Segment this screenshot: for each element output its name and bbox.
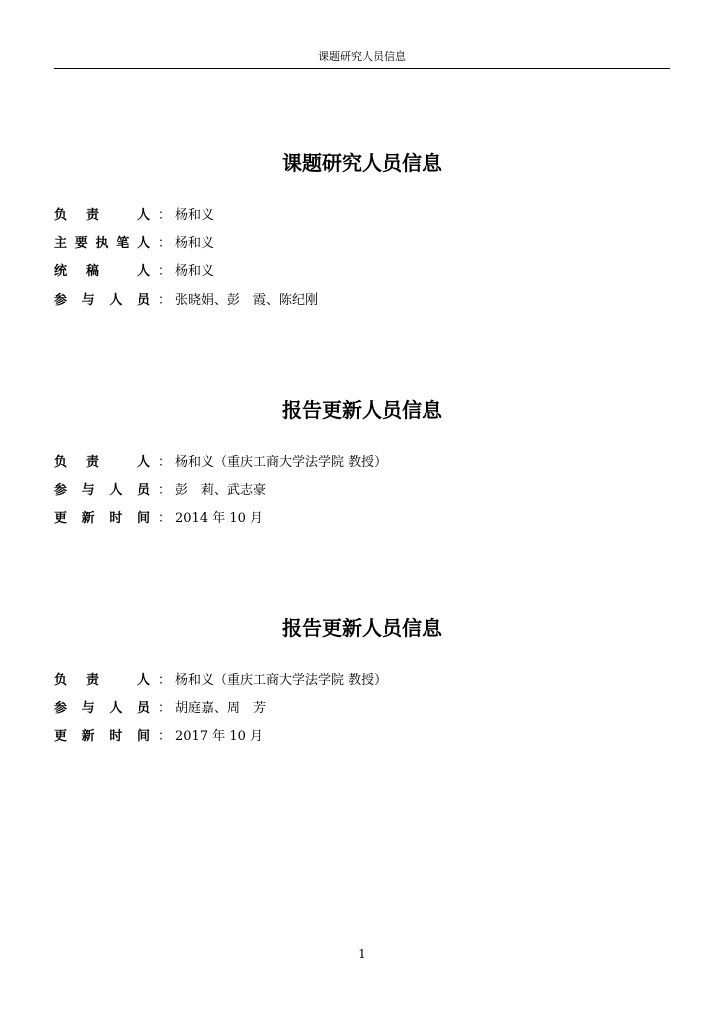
row-colon: ： [158,511,172,526]
header-title: 课题研究人员信息 [318,50,406,63]
row-label: 负 责 人 [54,455,150,470]
row-label: 更 新 时 间 [54,729,150,744]
info-row [54,481,654,501]
row-colon: ： [158,483,172,498]
section-title: 报告更新人员信息 [282,398,442,422]
info-row [54,291,654,311]
row-colon: ： [158,455,172,470]
row-label: 主 要 执 笔 人 [54,236,150,251]
row-colon: ： [158,729,172,744]
row-colon: ： [158,236,172,251]
row-colon: ： [158,264,172,279]
row-value: 杨和义 [175,208,215,223]
section-title: 课题研究人员信息 [282,151,442,175]
row-value: 2014 年 10 月 [175,511,264,526]
info-row [54,234,654,254]
row-value: 杨和义 [175,264,215,279]
row-label: 统 稿 人 [54,264,150,279]
row-value: 2017 年 10 月 [175,729,264,744]
row-label: 参 与 人 员 [54,293,150,308]
info-row [54,262,654,282]
info-row [54,727,654,747]
row-value: 杨和义（重庆工商大学法学院 教授） [175,455,388,470]
row-label: 参 与 人 员 [54,483,150,498]
row-label: 负 责 人 [54,208,150,223]
row-label: 更 新 时 间 [54,511,150,526]
info-row [54,206,654,226]
row-value: 彭 莉、武志豪 [175,483,267,498]
row-colon: ： [158,208,172,223]
row-colon: ： [158,701,172,716]
row-value: 杨和义 [175,236,215,251]
row-colon: ： [158,673,172,688]
section-title: 报告更新人员信息 [282,616,442,640]
row-value: 胡庭嘉、周 芳 [175,701,267,716]
row-value: 张晓娟、彭 霞、陈纪刚 [175,293,319,308]
page-number: 1 [358,947,366,961]
info-row [54,671,654,691]
row-label: 负 责 人 [54,673,150,688]
page-header [54,50,670,69]
row-colon: ： [158,293,172,308]
info-row [54,699,654,719]
info-row [54,509,654,529]
info-row [54,453,654,473]
row-label: 参 与 人 员 [54,701,150,716]
row-value: 杨和义（重庆工商大学法学院 教授） [175,673,388,688]
